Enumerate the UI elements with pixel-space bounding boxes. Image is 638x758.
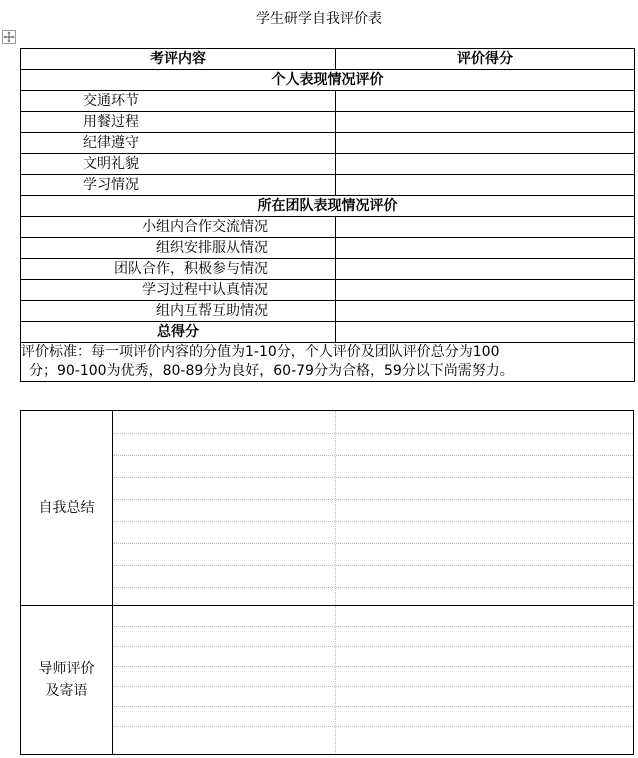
item-label: 组内互帮互助情况 — [156, 302, 268, 319]
header-content: 考评内容 — [21, 49, 336, 70]
score-cell[interactable] — [336, 175, 635, 196]
table-row — [21, 217, 635, 238]
evaluation-table — [20, 48, 635, 382]
self-summary-section — [20, 410, 634, 606]
mentor-label-line-2: 及寄语 — [45, 683, 88, 699]
move-icon[interactable] — [2, 30, 16, 44]
criteria-row — [21, 343, 635, 382]
table-row — [21, 259, 635, 280]
section-team-heading: 所在团队表现情况评价 — [21, 196, 635, 217]
score-cell[interactable] — [336, 133, 635, 154]
section-personal-heading: 个人表现情况评价 — [21, 70, 635, 91]
page-title: 学生研学自我评价表 — [256, 11, 382, 27]
table-header-row — [21, 49, 635, 70]
item-label: 学习情况 — [83, 176, 139, 193]
mentor-section — [20, 605, 634, 755]
self-summary-label: 自我总结 — [21, 411, 113, 605]
table-row — [21, 280, 635, 301]
table-row — [21, 175, 635, 196]
self-summary-area[interactable] — [113, 411, 633, 605]
criteria-note — [21, 343, 635, 382]
item-label: 组织安排服从情况 — [156, 239, 268, 256]
total-label: 总得分 — [21, 322, 336, 343]
criteria-line-2: 分；90-100为优秀，80-89分为良好，60-79分为合格，59分以下尚需努力。 — [29, 363, 514, 379]
item-label: 团队合作，积极参与情况 — [114, 260, 268, 277]
table-row — [21, 112, 635, 133]
section-team-row — [21, 196, 635, 217]
table-row — [21, 133, 635, 154]
item-label: 用餐过程 — [83, 113, 139, 130]
score-cell[interactable] — [336, 112, 635, 133]
header-score: 评价得分 — [336, 49, 635, 70]
table-row — [21, 91, 635, 112]
table-row — [21, 301, 635, 322]
score-cell[interactable] — [336, 217, 635, 238]
score-cell[interactable] — [336, 91, 635, 112]
total-score-cell[interactable] — [336, 322, 635, 343]
table-row — [21, 238, 635, 259]
table-row — [21, 154, 635, 175]
item-label: 交通环节 — [83, 92, 139, 109]
score-cell[interactable] — [336, 238, 635, 259]
mentor-label — [21, 606, 113, 754]
score-cell[interactable] — [336, 259, 635, 280]
item-label: 学习过程中认真情况 — [142, 281, 268, 298]
mentor-comment-area[interactable] — [113, 606, 633, 754]
section-personal-row — [21, 70, 635, 91]
item-label: 小组内合作交流情况 — [142, 218, 268, 235]
criteria-line-1: 评价标准：每一项评价内容的分值为1-10分，个人评价及团队评价总分为100 — [21, 344, 500, 360]
score-cell[interactable] — [336, 280, 635, 301]
total-row — [21, 322, 635, 343]
item-label: 纪律遵守 — [83, 134, 139, 151]
mentor-label-line-1: 导师评价 — [38, 661, 95, 677]
score-cell[interactable] — [336, 154, 635, 175]
score-cell[interactable] — [336, 301, 635, 322]
item-label: 文明礼貌 — [83, 155, 139, 172]
